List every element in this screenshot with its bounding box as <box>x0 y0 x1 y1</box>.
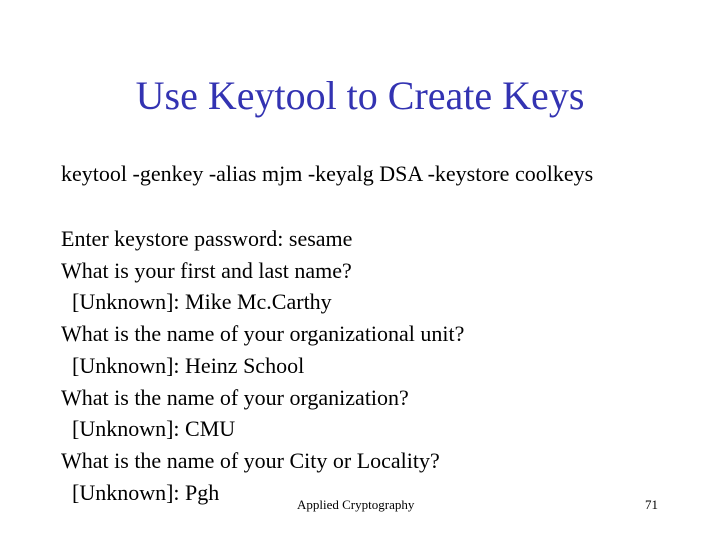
session-line: [Unknown]: CMU <box>72 416 236 442</box>
session-line: [Unknown]: Heinz School <box>72 352 305 378</box>
session-line: What is the name of your organizational unit? <box>61 321 465 347</box>
slide-footer: Applied Cryptography <box>297 497 415 512</box>
page-number: 71 <box>645 497 658 512</box>
session-line: [Unknown]: Pgh <box>72 479 220 505</box>
session-line: [Unknown]: Mike Mc.Carthy <box>72 289 332 315</box>
slide-title: Use Keytool to Create Keys <box>135 73 585 118</box>
session-line: What is your first and last name? <box>61 257 352 283</box>
keytool-session <box>61 223 464 508</box>
keytool-command: keytool -genkey -alias mjm -keyalg DSA -keystore coolkeys <box>61 161 594 186</box>
session-line: What is the name of your organization? <box>61 384 409 410</box>
session-line: What is the name of your City or Locality? <box>61 447 440 473</box>
session-line: Enter keystore password: sesame <box>61 226 353 251</box>
